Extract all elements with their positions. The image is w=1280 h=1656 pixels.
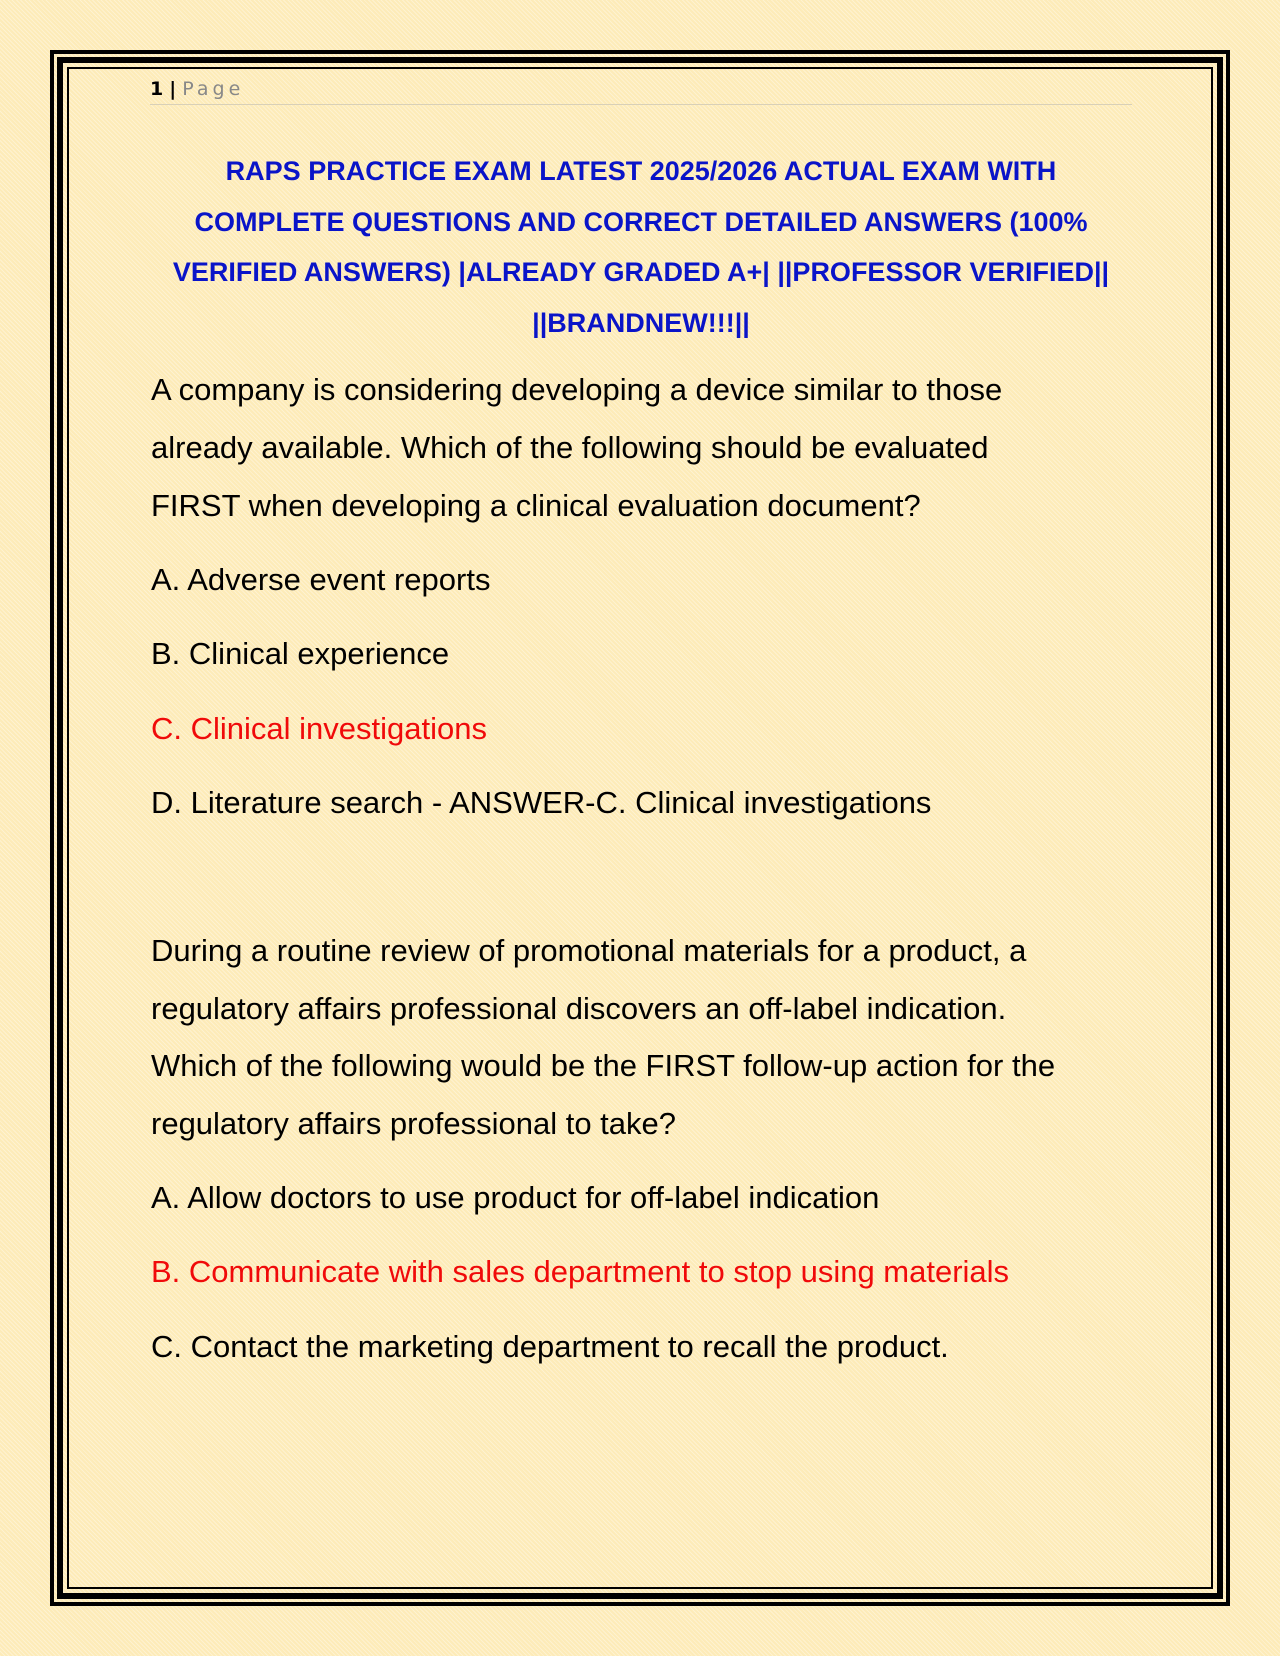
question-1-option-correct: C. Clinical investigations [151, 711, 487, 746]
question-1-line: already available. Which of the following should be evaluated [151, 430, 989, 465]
question-2-line: regulatory affairs professional to take? [151, 1106, 677, 1141]
question-2-line: regulatory affairs professional discovers an off-label indication. [151, 991, 1007, 1026]
question-2-option: C. Contact the marketing department to recall the product. [151, 1329, 949, 1364]
document-title: RAPS PRACTICE EXAM LATEST 2025/2026 ACTUAL EXAM WITH COMPLETE QUESTIONS AND CORRECT DETAILED ANSWERS (100% VERIFIED ANSWERS) |ALREADY GRADED A+| ||PROFESSOR VERIFIED|| ||BRANDNEW!!!|| [172, 156, 1110, 338]
question-1-option: D. Literature search - ANSWER-C. Clinical investigations [151, 785, 932, 820]
question-1-line: A company is considering developing a device similar to those [151, 372, 1003, 407]
question-2-option-correct: B. Communicate with sales department to stop using materials [151, 1254, 1010, 1289]
question-2-line: During a routine review of promotional materials for a product, a [151, 933, 1027, 968]
header-separator: | [169, 78, 177, 100]
question-1-option: B. Clinical experience [151, 636, 450, 671]
page-number: 1 [150, 78, 164, 100]
question-2-line: Which of the following would be the FIRST follow-up action for the [151, 1048, 1056, 1083]
page-label: Page [182, 78, 245, 100]
question-1-line: FIRST when developing a clinical evaluation document? [151, 488, 921, 523]
question-2-option: A. Allow doctors to use product for off-label indication [151, 1180, 880, 1215]
page-header [150, 78, 1132, 105]
question-1-option: A. Adverse event reports [151, 562, 491, 597]
